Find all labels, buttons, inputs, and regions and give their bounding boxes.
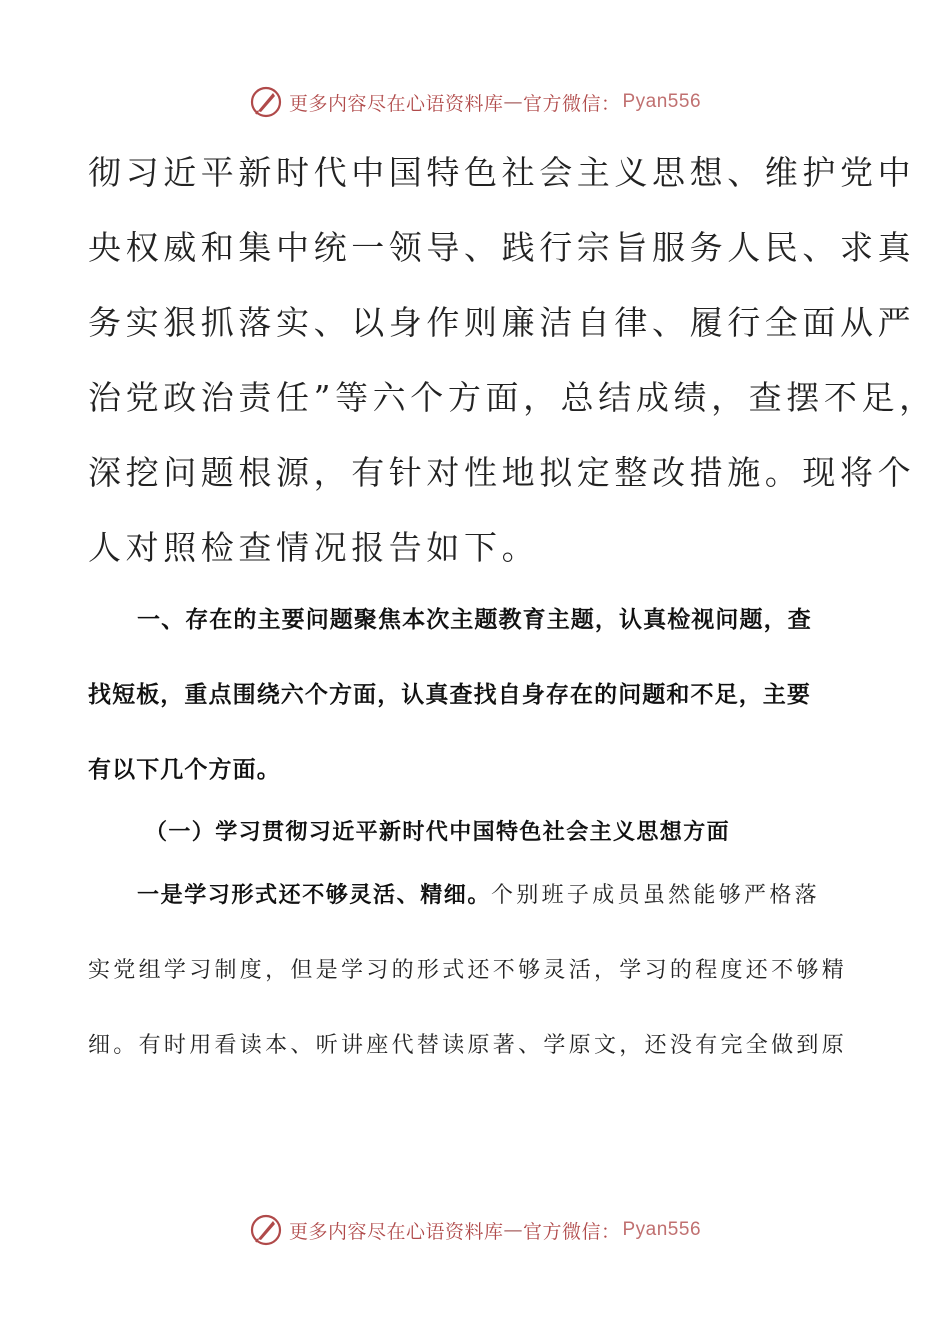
watermark-header <box>0 82 950 122</box>
watermark-wechat-id: Pyan556 <box>622 1219 702 1240</box>
quill-logo-icon <box>249 85 283 119</box>
watermark-separator: — <box>503 91 523 113</box>
body-line-4: 治党政治责任”等六个方面，总结成绩，查摆不足， <box>88 378 937 417</box>
body-line-3: 务实狠抓落实、以身作则廉洁自律、履行全面从严 <box>88 303 916 342</box>
section-one-line-2: 找短板，重点围绕六个方面，认真查找自身存在的问题和不足，主要 <box>88 682 811 708</box>
body-line-6: 人对照检查情况报告如下。 <box>88 528 540 567</box>
point-one-rest: 个别班子成员虽然能够严格落 <box>491 883 820 908</box>
watermark-wechat-id: Pyan556 <box>622 91 702 112</box>
point-one-first-line <box>137 878 950 909</box>
point-one-lead: 一是学习形式还不够灵活、精细。 <box>137 882 492 908</box>
watermark-wechat-label: 官方微信： <box>522 1220 621 1243</box>
watermark-wechat-label: 官方微信： <box>522 92 621 115</box>
section-one-line-1: 一、存在的主要问题聚焦本次主题教育主题，认真检视问题，查 <box>137 607 812 633</box>
body-line-1: 彻习近平新时代中国特色社会主义思想、维护党中 <box>88 153 916 192</box>
quill-logo-icon <box>249 1213 283 1247</box>
watermark-separator: — <box>503 1219 523 1241</box>
subsection-title: （一）学习贯彻习近平新时代中国特色社会主义思想方面 <box>145 819 731 845</box>
watermark-text: 更多内容尽在心语资料库 <box>288 1220 504 1243</box>
watermark-text: 更多内容尽在心语资料库 <box>288 92 504 115</box>
section-one-line-3: 有以下几个方面。 <box>88 757 281 783</box>
point-one-line-3: 细。有时用看读本、听讲座代替读原著、学原文，还没有完全做到原 <box>88 1033 848 1058</box>
body-line-2: 央权威和集中统一领导、践行宗旨服务人民、求真 <box>88 228 916 267</box>
body-line-5: 深挖问题根源，有针对性地拟定整改措施。现将个 <box>88 453 916 492</box>
point-one-line-2: 实党组学习制度，但是学习的形式还不够灵活，学习的程度还不够精 <box>88 958 848 983</box>
watermark-footer <box>0 1210 950 1250</box>
